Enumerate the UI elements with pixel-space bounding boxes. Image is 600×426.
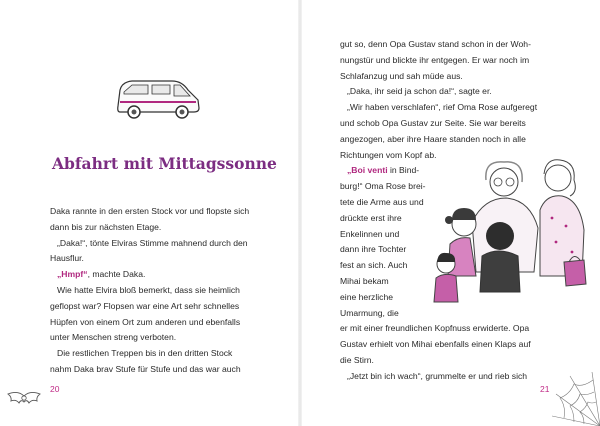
spiderweb-icon xyxy=(552,372,600,426)
text-line: burg!“ Oma Rose brei- xyxy=(340,181,426,192)
paragraph: Die restlichen Treppen bis in den dritten Stock nahm Daka brav Stufe für Stufe und das war auch xyxy=(50,348,241,374)
text-line: „Jetzt bin ich wach“, grummelte er und rieb sich xyxy=(347,370,528,381)
paragraph: Daka rannte in den ersten Stock vor und flopste sich dann bis zur nächsten Etage. xyxy=(50,206,250,232)
page-number: 21 xyxy=(540,384,550,394)
text-line: angezogen, aber ihre Haare standen noch in alle xyxy=(340,133,526,144)
paragraph: „Hmpf“, machte Daka. xyxy=(57,269,146,280)
text-line: Umarmung, die xyxy=(340,307,399,318)
text-line: Gustav erhielt von Mihai ebenfalls einen Klaps auf xyxy=(340,339,531,350)
paragraph: Wie hatte Elvira bloß bemerkt, dass sie heimlich geflopst war? Flopsen war eine Art sehr schnelles Hüpfen von einem Ort zum anderen und ebenfalls unter Menschen streng verboten. xyxy=(50,284,241,343)
bat-icon xyxy=(6,388,42,410)
text-line: er mit einer freundlichen Kopfnuss erwiderte. Opa xyxy=(340,323,530,334)
text-line: die Stirn. xyxy=(340,354,374,365)
text-line: dann ihre Tochter xyxy=(340,244,407,255)
text-line: Enkelinnen und xyxy=(340,228,400,239)
text-line: Schlafanzug und sah müde aus. xyxy=(340,70,463,81)
right-page xyxy=(300,0,600,426)
text-line: „Daka, ihr seid ja schon da!“, sagte er. xyxy=(347,86,492,97)
text-line: fest an sich. Auch xyxy=(340,260,408,271)
text-line: und schob Opa Gustav zur Seite. Sie war bereits xyxy=(340,117,526,128)
text-line: eine herzliche xyxy=(340,291,394,302)
text-line: „Boi venti in Bind- xyxy=(347,165,420,176)
text-line: Mihai bekam xyxy=(340,275,389,286)
text-line: „Wir haben verschlafen“, rief Oma Rose aufgeregt xyxy=(347,102,538,113)
left-body-text xyxy=(50,204,265,378)
page-number: 20 xyxy=(50,384,60,394)
chapter-title: Abfahrt mit Mittagssonne xyxy=(52,154,277,173)
minivan-icon xyxy=(112,76,204,120)
text-line: gut so, denn Opa Gustav stand schon in der Woh- xyxy=(340,39,531,49)
text-line: Richtungen vom Kopf ab. xyxy=(340,149,437,160)
text-line: nungstür und blickte ihr entgegen. Er war noch im xyxy=(340,54,530,65)
family-hug-illustration xyxy=(428,152,588,306)
paragraph: „Daka!“, tönte Elviras Stimme mahnend durch den Hausflur. xyxy=(50,237,248,264)
text-line: drückte erst ihre xyxy=(340,212,402,223)
text-line: tete die Arme aus und xyxy=(340,196,424,207)
